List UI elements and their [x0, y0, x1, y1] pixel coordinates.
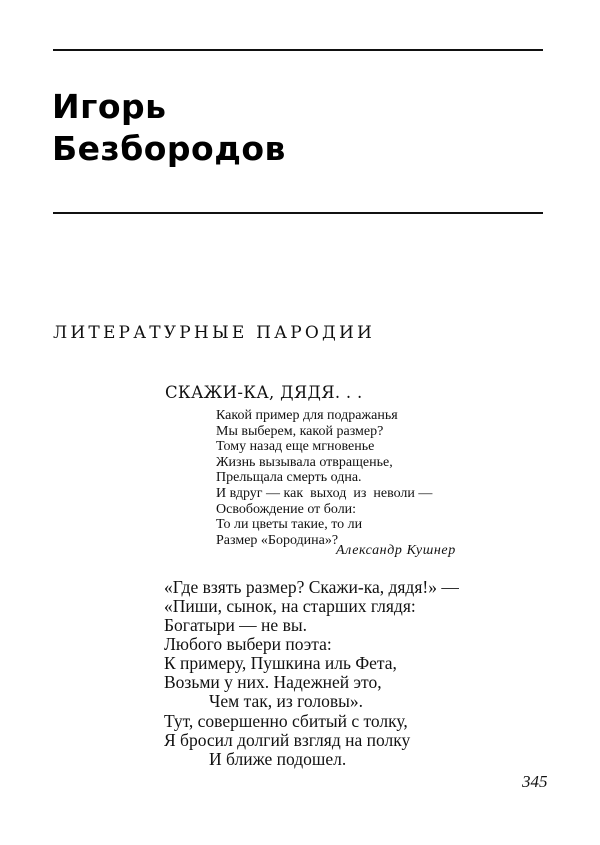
epigraph-line: Какой пример для подражанья	[216, 408, 398, 423]
stanza-2	[164, 712, 410, 769]
epigraph-line: Мы выберем, какой размер?	[216, 423, 384, 439]
epigraph-line: Освобождение от боли:	[216, 501, 357, 517]
verse-line: И ближе подошел.	[209, 749, 347, 769]
author-last-name: Безбородов	[52, 129, 286, 168]
verse-line: Я бросил долгий взгляд на полку	[164, 730, 411, 750]
epigraph-line: И вдруг — как выход из неволи —	[216, 485, 433, 501]
author-name	[52, 86, 286, 170]
epigraph-line: Размер «Бородина»?	[216, 532, 339, 548]
verse-line: «Где взять размер? Скажи-ка, дядя!» —	[164, 577, 459, 597]
epigraph	[216, 408, 432, 548]
stanza-1	[164, 578, 459, 711]
epigraph-line: То ли цветы такие, то ли	[216, 517, 363, 533]
page-number: 345	[522, 772, 548, 791]
verse-line: Любого выбери поэта:	[164, 634, 332, 654]
epigraph-line: Прельщала смерть одна.	[216, 470, 362, 486]
epigraph-line: Жизнь вызывала отвращенье,	[216, 454, 393, 470]
top-rule	[53, 49, 543, 51]
epigraph-author: Александр Кушнер	[336, 543, 456, 558]
epigraph-line: Тому назад еще мгновенье	[216, 439, 375, 455]
verse-line: Возьми у них. Надежней это,	[164, 672, 382, 692]
verse-line: «Пиши, сынок, на старших глядя:	[164, 596, 416, 616]
verse-line: К примеру, Пушкина иль Фета,	[164, 653, 397, 673]
bottom-rule	[53, 212, 543, 214]
verse-line: Чем так, из головы».	[209, 691, 364, 711]
section-title: ЛИТЕРАТУРНЫЕ ПАРОДИИ	[53, 323, 376, 343]
poem-title: СКАЖИ-КА, ДЯДЯ. . .	[165, 383, 363, 402]
verse-line: Тут, совершенно сбитый с толку,	[164, 711, 408, 731]
verse-line: Богатыри — не вы.	[164, 615, 307, 635]
author-first-name: Игорь	[52, 87, 167, 126]
